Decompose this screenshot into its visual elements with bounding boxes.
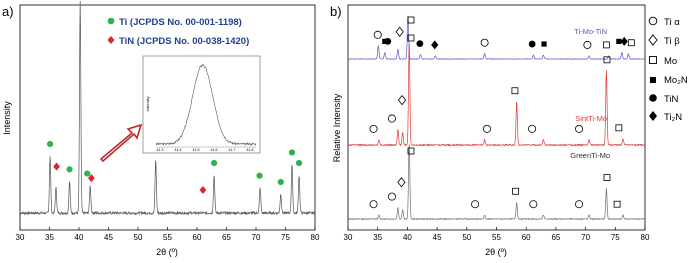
phase-marker-open-circle [388, 193, 395, 200]
panel-b-tick-label-65: 65 [551, 233, 561, 242]
panel-a-tick-label-40: 40 [74, 233, 84, 242]
inset-tick-label-41.4: 41.4 [174, 148, 182, 152]
phase-marker-open-circle [388, 115, 395, 122]
panel-a-x-ticks [16, 227, 320, 242]
panel-a-ylabel: Intensity [2, 101, 12, 135]
phase-marker-open-square [512, 88, 518, 94]
phase-marker-filled-square [541, 41, 546, 46]
inset-ylabel: Intensity [145, 96, 150, 112]
panel-b-tick-label-80: 80 [640, 233, 650, 242]
phase-marker-open-square [604, 175, 610, 181]
phase-marker-open-diamond [396, 27, 403, 36]
legend-ti-alpha-marker [649, 17, 657, 25]
legend-mo-marker [650, 57, 657, 64]
phase-marker-filled-circle [384, 38, 391, 45]
panel-a-tick-label-55: 55 [163, 233, 172, 242]
phase-marker-open-square [604, 57, 610, 63]
panel-a-tick-label-60: 60 [192, 233, 202, 242]
legend-ti-beta-label: Ti β [664, 36, 680, 47]
phase-marker-open-square [616, 125, 622, 131]
phase-marker-open-circle [584, 41, 591, 48]
phase-marker-tin [53, 163, 60, 171]
inset-frame [143, 56, 260, 153]
legend-ti2n-label: Ti₂N [664, 112, 683, 123]
phase-marker-ti [66, 166, 72, 172]
phase-marker-open-diamond [398, 178, 405, 187]
series-label-ti-mo-tin: Ti-Mo-TiN [574, 27, 607, 36]
phase-marker-open-square [603, 42, 609, 48]
panel-a-tick-label-30: 30 [15, 233, 25, 242]
panel-a-tick-label-65: 65 [222, 233, 231, 242]
panel-b-ylabel: Relative Intensity [332, 93, 342, 163]
panel-b-xlabel: 2θ (º) [485, 247, 507, 257]
panel-b-tick-label-45: 45 [432, 233, 442, 242]
zoom-arrow [101, 125, 141, 161]
phase-marker-ti [84, 170, 90, 176]
panel-a-tick-label-70: 70 [251, 233, 261, 242]
panel-a-tick-label-50: 50 [133, 233, 143, 242]
panel-a [2, 1, 320, 257]
legend-tin-b-label: TiN [664, 94, 679, 105]
phase-marker-filled-circle [416, 40, 423, 47]
inset-tick-label-41.5: 41.5 [192, 148, 200, 152]
phase-marker-open-circle [529, 125, 536, 132]
legend-tin-marker [108, 36, 115, 44]
panel-a-xlabel: 2θ (º) [156, 247, 178, 257]
panel-a-tick-label-45: 45 [104, 233, 113, 242]
panel-a-tick-label-80: 80 [310, 233, 320, 242]
panel-b-legend [649, 17, 688, 123]
panel-a-tick-label-35: 35 [45, 233, 54, 242]
panel-b-tick-label-60: 60 [521, 233, 531, 242]
panel-b [330, 4, 650, 257]
panel-b-tick-label-40: 40 [402, 233, 412, 242]
phase-marker-ti [211, 160, 217, 166]
phase-marker-ti [256, 173, 262, 179]
panel-b-label: b) [330, 4, 342, 19]
phase-marker-open-circle [575, 125, 582, 132]
legend-tin-b-marker [649, 94, 657, 102]
phase-marker-filled-diamond [621, 37, 628, 46]
phase-marker-open-square [628, 40, 634, 46]
phase-marker-open-circle [575, 201, 582, 208]
legend-mo-label: Mo [664, 56, 678, 67]
phase-marker-ti [47, 141, 53, 147]
phase-marker-filled-circle [529, 41, 536, 48]
phase-marker-open-circle [483, 125, 490, 132]
phase-marker-open-circle [481, 39, 488, 46]
panel-b-x-ticks [344, 227, 650, 242]
panel-b-tick-label-75: 75 [610, 233, 620, 242]
legend-ti-beta-marker [649, 35, 657, 45]
legend-ti-alpha-label: Ti α [664, 17, 680, 28]
panel-a-legend [108, 17, 250, 47]
phase-marker-open-circle [370, 125, 377, 132]
legend-ti-label: Ti (JCPDS No. 00-001-1198) [119, 17, 242, 28]
phase-marker-open-circle [370, 201, 377, 208]
phase-marker-open-square [408, 17, 414, 23]
panel-b-tick-label-55: 55 [492, 233, 501, 242]
legend-ti-marker [108, 18, 115, 25]
xrd-line-ti-mo-tin [348, 16, 645, 60]
inset-tick-label-41.7: 41.7 [228, 148, 236, 152]
phase-marker-open-diamond [398, 96, 405, 105]
legend-ti2n-marker [649, 111, 657, 121]
phase-marker-open-circle [530, 201, 537, 208]
panel-b-tick-label-50: 50 [462, 233, 472, 242]
panel-b-tick-label-70: 70 [581, 233, 591, 242]
phase-marker-filled-diamond [431, 40, 438, 49]
legend-mo2n-label: Mo₂N [664, 75, 688, 86]
panel-b-tick-label-35: 35 [373, 233, 383, 242]
phase-marker-open-square [614, 201, 620, 207]
inset-tick-label-41.8: 41.8 [246, 148, 254, 152]
panel-a-tick-label-75: 75 [281, 233, 290, 242]
panel-a-label: a) [2, 4, 14, 19]
phase-marker-ti [289, 149, 295, 155]
peak-inset [143, 56, 260, 153]
phase-marker-open-square [513, 188, 519, 194]
phase-marker-open-circle [374, 31, 381, 38]
inset-tick-label-41.6: 41.6 [210, 148, 218, 152]
legend-tin-label: TiN (JCPDS No. 00-038-1420) [119, 36, 250, 47]
phase-marker-ti [278, 179, 284, 185]
inset-tick-label-41.3: 41.3 [156, 148, 164, 152]
phase-marker-ti [296, 160, 302, 166]
phase-marker-open-circle [472, 201, 479, 208]
phase-marker-tin [200, 186, 207, 194]
legend-mo2n-marker [650, 77, 656, 83]
panel-b-tick-label-30: 30 [343, 233, 353, 242]
series-label-sint-ti-mo: SintTi-Mo [575, 114, 607, 123]
series-label-green-ti-mo: GreenTi-Mo [570, 151, 610, 160]
